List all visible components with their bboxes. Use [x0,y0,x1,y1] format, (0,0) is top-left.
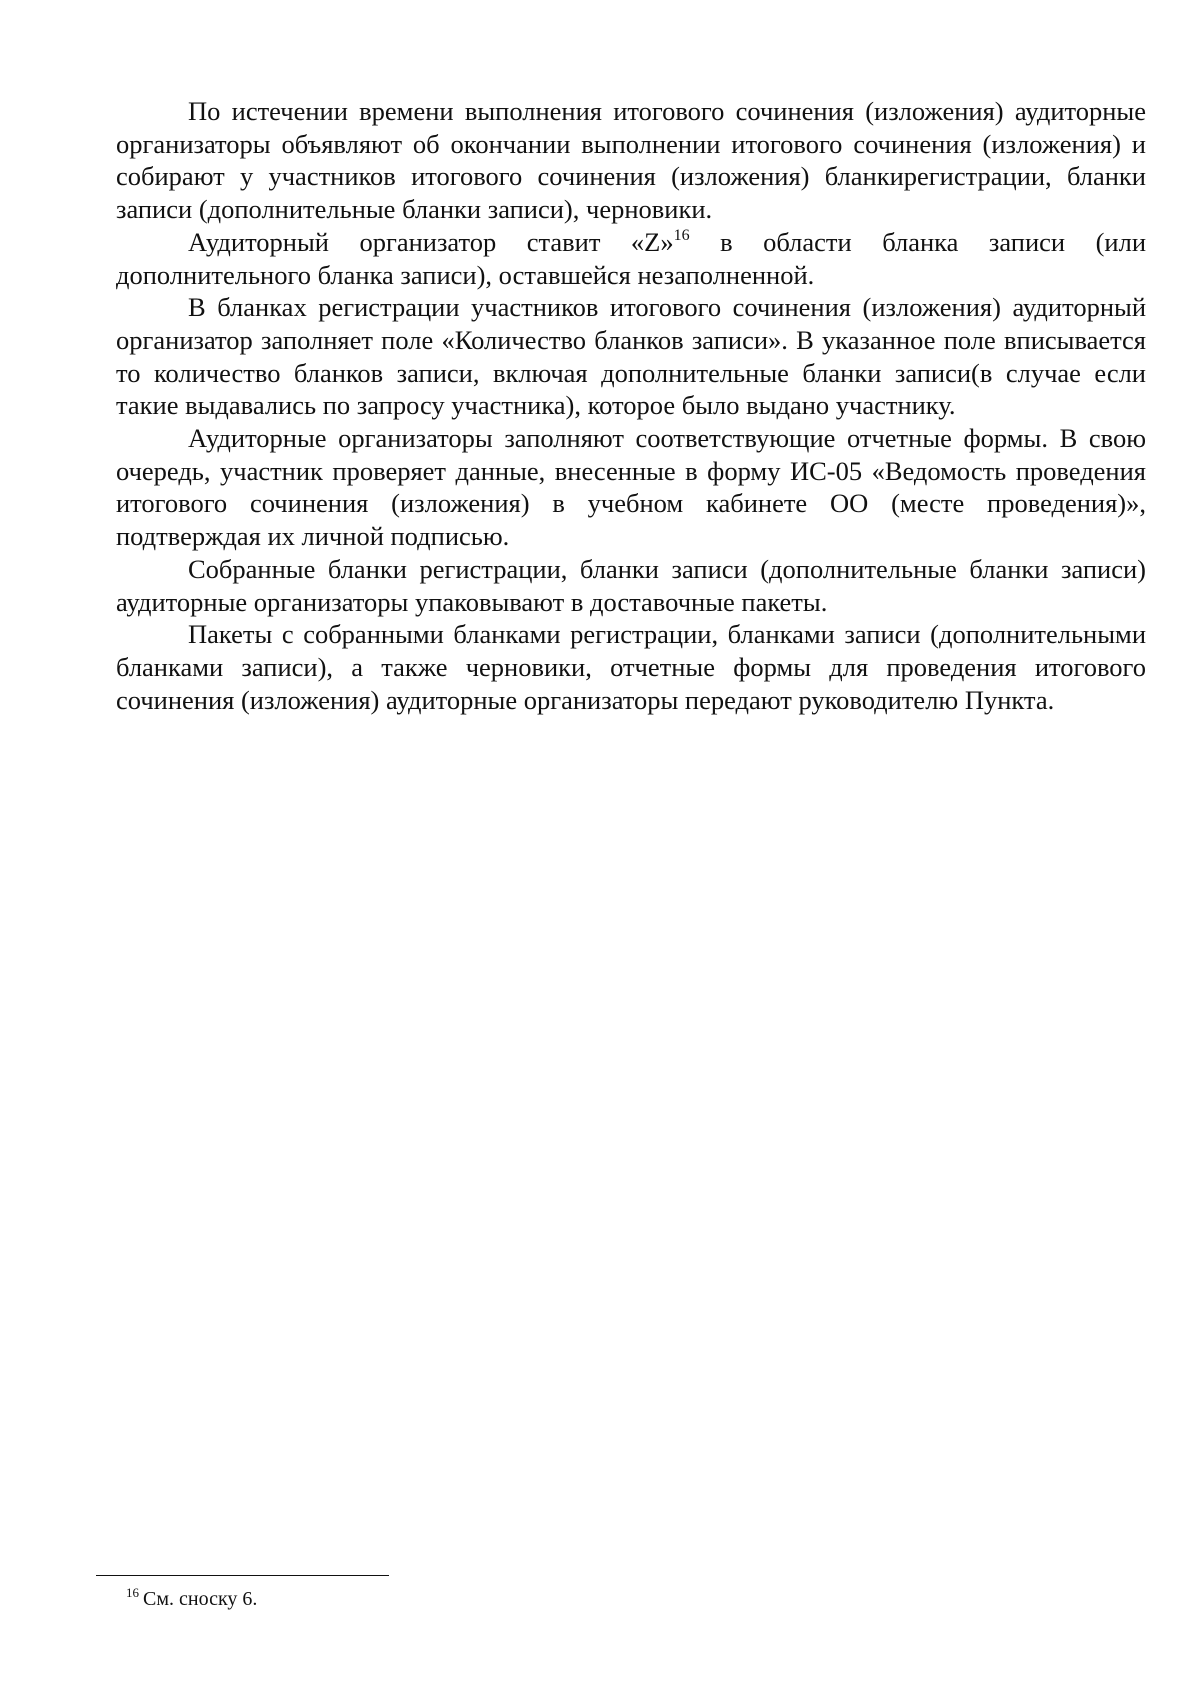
footnote [126,1587,257,1611]
paragraph-forms-count: В бланках регистрации участников итогового сочинения (изложения) аудиторный организатор заполняет поле «Количество бланков записи». В указанное поле вписывается то количество бланков записи, включая дополнительные бланки записи(в случае если такие выдавались по запросу участника), которое было выдано участнику. [116,292,1146,421]
footnote-separator [96,1575,389,1576]
paragraph-z-mark-continuation: в области бланка записи (или дополнительного бланка записи), оставшейся незаполненной. [116,226,1147,290]
footnote-text: См. сноску 6. [143,1588,258,1610]
paragraph-z-mark [116,226,1146,291]
paragraph-reporting-forms: Аудиторные организаторы заполняют соответствующие отчетные формы. В свою очередь, участник проверяет данные, внесенные в форму ИС-05 «Ведомость проведения итогового сочинения (изложения) в учебном кабинете ОО (месте проведения)», подтверждая их личной подписью. [116,423,1146,552]
footnote-number: 16 [126,1585,139,1600]
footnote-reference: 16 [673,226,690,244]
paragraph-handover: Пакеты с собранными бланками регистрации, бланками записи (дополнительными бланками записи), а также черновики, отчетные формы для проведения итогового сочинения (изложения) аудиторные организаторы передают руководителю Пункта. [116,619,1146,715]
document-body [116,95,1146,716]
paragraph-z-mark-text: Аудиторный организатор ставит «Z» [188,226,674,257]
paragraph-collection-of-forms: По истечении времени выполнения итогового сочинения (изложения) аудиторные организаторы объявляют об окончании выполнении итогового сочинения (изложения) и собирают у участников итогового сочинения (изложения) бланкирегистрации, бланки записи (дополнительные бланки записи), черновики. [116,96,1146,225]
paragraph-packing: Собранные бланки регистрации, бланки записи (дополнительные бланки записи) аудиторные организаторы упаковывают в доставочные пакеты. [116,553,1146,617]
